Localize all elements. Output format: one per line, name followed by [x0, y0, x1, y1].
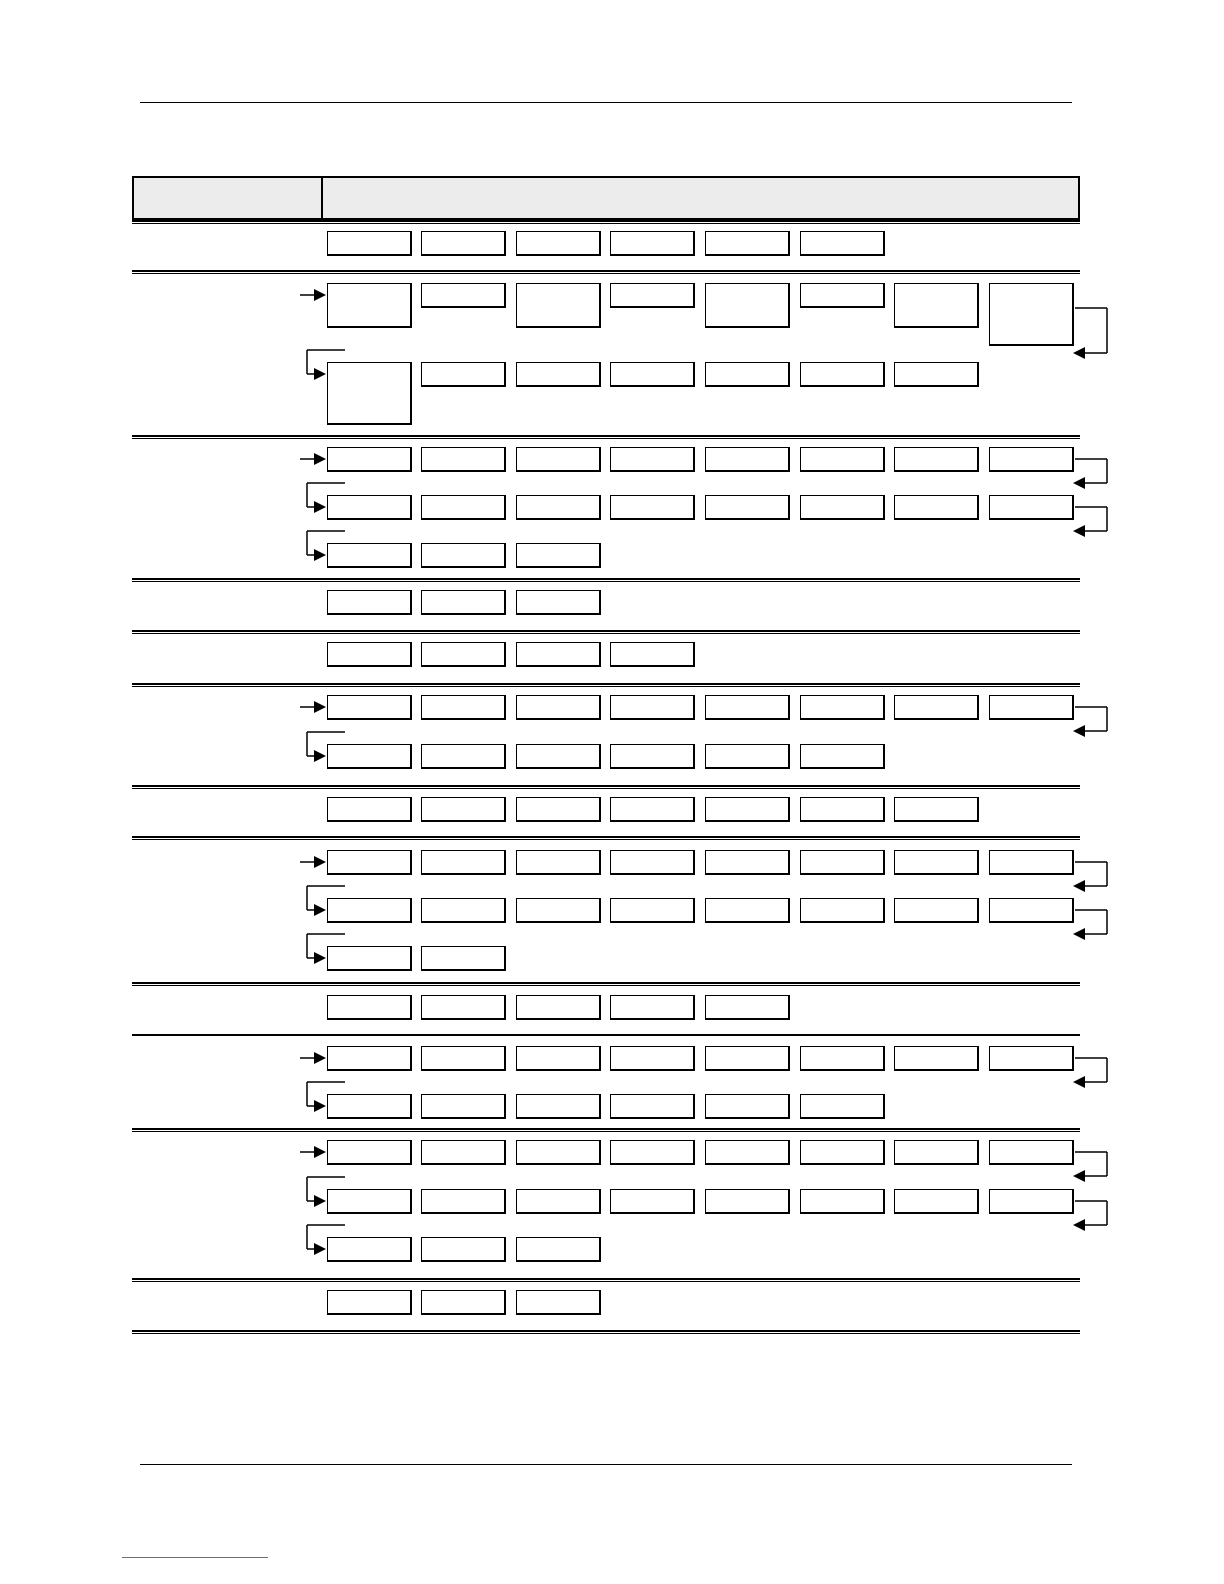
- wrap-arrow-head: [314, 368, 326, 380]
- wrap-arrow-head: [314, 904, 326, 916]
- wrap-arrow-head: [314, 952, 326, 964]
- continue-arrow-head: [1073, 1219, 1085, 1231]
- wrap-arrow-head: [314, 750, 326, 762]
- entry-arrow-head: [314, 701, 326, 713]
- entry-arrow-head: [314, 453, 326, 465]
- continue-arrow-head: [1073, 477, 1085, 489]
- entry-arrow-head: [314, 289, 326, 301]
- continue-arrow-head: [1073, 525, 1085, 537]
- entry-arrow-head: [314, 856, 326, 868]
- continue-arrow-head: [1073, 725, 1085, 737]
- wrap-arrow-head: [314, 549, 326, 561]
- continue-arrow-head: [1073, 880, 1085, 892]
- continue-arrow-head: [1073, 347, 1085, 359]
- footer-link-line: [122, 1557, 268, 1558]
- wrap-arrow-head: [314, 1100, 326, 1112]
- wrap-arrow-head: [314, 1243, 326, 1255]
- continue-arrow-head: [1073, 1170, 1085, 1182]
- entry-arrow-head: [314, 1052, 326, 1064]
- wrap-arrow-head: [314, 501, 326, 513]
- continue-arrow-head: [1073, 928, 1085, 940]
- entry-arrow-head: [314, 1146, 326, 1158]
- continue-arrow-head: [1073, 1076, 1085, 1088]
- wrap-arrow-head: [314, 1195, 326, 1207]
